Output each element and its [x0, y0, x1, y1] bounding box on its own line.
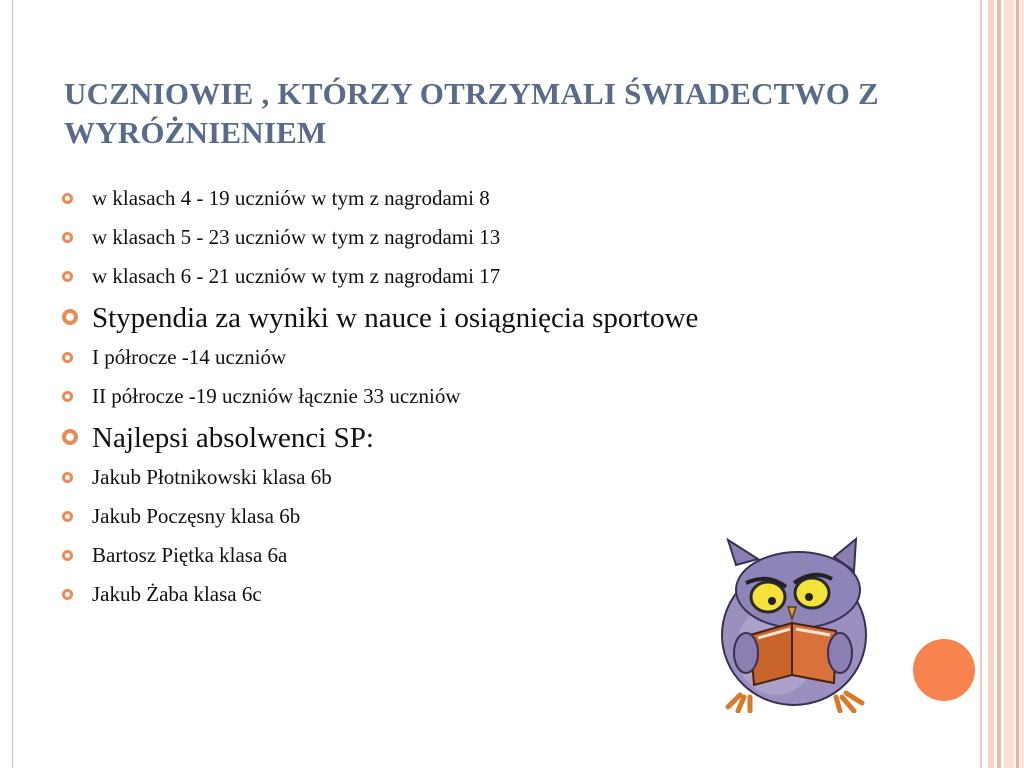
right-stripe: [1020, 0, 1024, 768]
right-stripe: [988, 0, 994, 768]
right-stripe: [997, 0, 1001, 768]
hollow-circle-bullet-icon: [62, 550, 73, 561]
list-item-text: I półrocze -14 uczniów: [92, 345, 287, 369]
hollow-circle-bullet-icon: [62, 429, 78, 445]
list-item: [62, 264, 702, 289]
list-item: [62, 345, 702, 370]
bullet-list: [62, 186, 702, 621]
list-item-text: Jakub Żaba klasa 6c: [92, 582, 262, 606]
list-item-text: Jakub Poczęsny klasa 6b: [92, 504, 301, 528]
list-item-text: Najlepsi absolwenci SP:: [92, 422, 374, 454]
list-item: [62, 543, 702, 568]
hollow-circle-bullet-icon: [62, 193, 73, 204]
hollow-circle-bullet-icon: [62, 271, 73, 282]
right-stripe: [980, 0, 982, 768]
hollow-circle-bullet-icon: [62, 511, 73, 522]
list-item: [62, 225, 702, 250]
list-item-text: Stypendia za wyniki w nauce i osiągnięcia sportowe: [92, 302, 699, 334]
list-item-text: Bartosz Piętka klasa 6a: [92, 543, 288, 567]
owl-reading-book-icon: [706, 535, 886, 713]
list-item-text: II półrocze -19 uczniów łącznie 33 uczniów: [92, 384, 461, 408]
list-item: [62, 465, 702, 490]
list-item: [62, 504, 702, 529]
accent-circle: [913, 639, 975, 701]
list-item-text: w klasach 6 - 21 uczniów w tym z nagrodami 17: [92, 264, 501, 288]
list-item-text: Jakub Płotnikowski klasa 6b: [92, 465, 332, 489]
list-item: [62, 582, 702, 607]
hollow-circle-bullet-icon: [62, 391, 73, 402]
list-item: [62, 186, 702, 211]
list-item: [62, 297, 702, 339]
hollow-circle-bullet-icon: [62, 232, 73, 243]
hollow-circle-bullet-icon: [62, 352, 73, 363]
list-item-text: w klasach 5 - 23 uczniów w tym z nagrodami 13: [92, 225, 501, 249]
hollow-circle-bullet-icon: [62, 309, 78, 325]
list-item-text: w klasach 4 - 19 uczniów w tym z nagrodami 8: [92, 186, 490, 210]
left-border-rule: [12, 0, 13, 768]
right-stripe: [1016, 0, 1019, 768]
slide-title: UCZNIOWIE , KTÓRZY OTRZYMALI ŚWIADECTWO Z WYRÓŻNIENIEM: [64, 76, 879, 150]
right-stripe: [1004, 0, 1014, 768]
hollow-circle-bullet-icon: [62, 589, 73, 600]
list-item: [62, 417, 702, 459]
hollow-circle-bullet-icon: [62, 472, 73, 483]
list-item: [62, 384, 702, 409]
